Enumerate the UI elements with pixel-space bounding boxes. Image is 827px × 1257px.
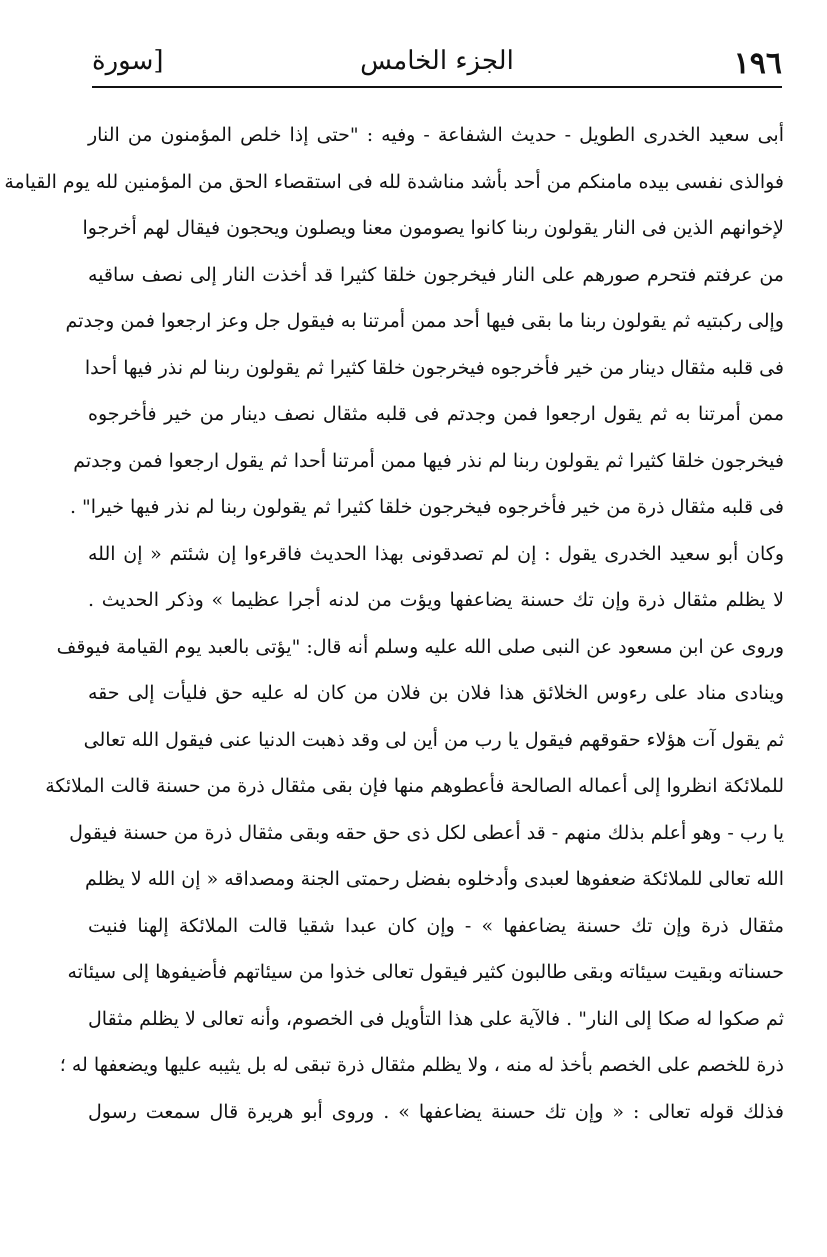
text-line: لا يظلم مثقال ذرة وإن تك حسنة يضاعفها ويؤت من لدنه أجرا عظيما » وذكر الحديث . — [88, 589, 784, 611]
page-number: ١٩٦ — [733, 46, 782, 81]
text-line: وينادى مناد على رءوس الخلائق هذا فلان بن فلان من كان له عليه حق فليأت إلى حقه — [88, 682, 784, 704]
text-line: ثم يقول آت هؤلاء حقوقهم فيقول يا رب من أين لى وقد ذهبت الدنيا عنى فيقول الله تعالى — [83, 728, 784, 751]
header-rule — [92, 86, 782, 88]
text-line: ذرة للخصم على الخصم بأخذ له منه ، ولا يظلم مثقال ذرة تبقى له بل يثيبه عليها ويضعفها له ؛ — [59, 1054, 784, 1076]
text-line: فوالذى نفسى بيده مامنكم من أحد بأشد مناشدة لله فى استقصاء الحق من المؤمنين لله يوم القيامة — [4, 170, 784, 193]
running-title: الجزء الخامس — [360, 46, 514, 76]
text-line: يا رب - وهو أعلم بذلك منهم - قد أعطى لكل ذى حق حقه وبقى مثقال ذرة من حسنة فيقول — [69, 821, 784, 844]
text-line: مثقال ذرة وإن تك حسنة يضاعفها » - وإن كان عبدا شقيا قالت الملائكة إلهنا فنيت — [88, 914, 784, 937]
text-line: للملائكة انظروا إلى أعماله الصالحة فأعطوهم منها فإن بقى مثقال ذرة من حسنة قالت الملائكة — [45, 775, 784, 797]
text-line: فى قلبه مثقال ذرة من خير فأخرجوه فيخرجون خلقا كثيرا ثم يقولون ربنا لم نذر فيها خيرا" . — [69, 496, 784, 518]
page-header — [92, 38, 782, 90]
text-line: من عرفتم فتحرم صورهم على النار فيخرجون خلقا كثيرا قد أخذت النار إلى نصف ساقيه — [88, 263, 784, 286]
text-line: وإلى ركبتيه ثم يقولون ربنا ما بقى فيها أحد ممن أمرتنا به فيقول جل وعز ارجعوا فمن وجدتم — [65, 310, 784, 332]
text-line: ممن أمرتنا به ثم يقول ارجعوا فمن وجدتم فى قلبه مثقال نصف دينار من خير فأخرجوه — [88, 403, 784, 425]
text-line: لإخوانهم الذين فى النار يقولون ربنا كانوا يصومون معنا ويصلون ويحجون فيقال لهم أخرجوا — [82, 217, 784, 239]
text-line: أبى سعيد الخدرى الطويل - حديث الشفاعة - وفيه : "حتى إذا خلص المؤمنون من النار — [88, 124, 784, 146]
text-line: فيخرجون خلقا كثيرا ثم يقولون ربنا لم نذر فيها ممن أمرتنا أحدا ثم يقول ارجعوا فمن وجدتم — [73, 449, 784, 472]
text-line: وروى عن ابن مسعود عن النبى صلى الله عليه وسلم أنه قال: "يؤتى بالعبد يوم القيامة فيوقف — [56, 635, 784, 658]
text-line: حسناته وبقيت سيئاته وبقى طالبون كثير فيقول تعالى خذوا من سيئاتهم فأضيفوها إلى سيئاته — [67, 961, 784, 983]
text-line: وكان أبو سعيد الخدرى يقول : إن لم تصدقونى بهذا الحديث فاقرءوا إن شئتم « إن الله — [88, 542, 784, 565]
text-line: الله تعالى للملائكة ضعفوها لعبدى وأدخلوه بفضل رحمتى الجنة ومصداقه « إن الله لا يظلم — [84, 868, 784, 890]
text-line: فذلك قوله تعالى : « وإن تك حسنة يضاعفها » . وروى أبو هريرة قال سمعت رسول — [88, 1100, 784, 1123]
body-text — [4, 112, 784, 1135]
text-line: فى قلبه مثقال دينار من خير فأخرجوه فيخرجون خلقا كثيرا ثم يقولون ربنا لم نذر فيها أحدا — [84, 356, 784, 379]
surah-label: [سورة — [92, 46, 164, 76]
text-line: ثم صكوا له صكا إلى النار" . فالآية على هذا التأويل فى الخصوم، وأنه تعالى لا يظلم مثقال — [88, 1007, 784, 1030]
